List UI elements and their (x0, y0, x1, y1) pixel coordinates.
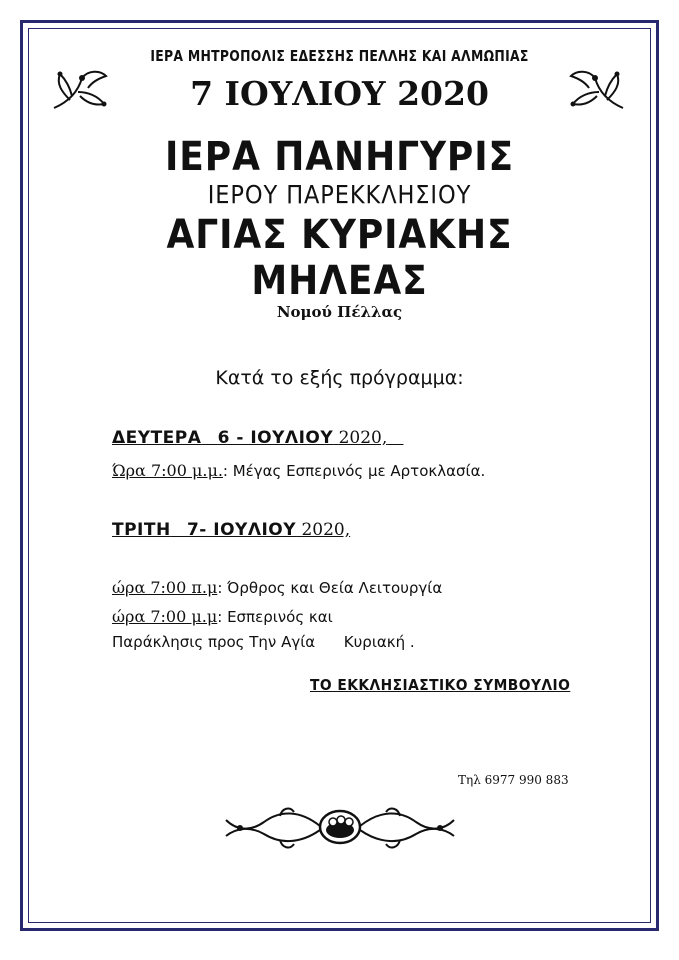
prefecture-label: Νομού Πέλλας (276, 303, 403, 321)
title-line-4: ΜΗΛΕΑΣ (251, 258, 428, 304)
title-line-1: ΙΕΡΑ ΠΑΝΗΓΥΡΙΣ (164, 134, 515, 180)
event-text: : Εσπερινός και (217, 608, 333, 626)
day-date: 6 - ΙΟΥΛΙΟΥ (217, 428, 334, 448)
event-text: : Όρθρος και Θεία Λειτουργία (217, 579, 443, 597)
day-name: ΔΕΥΤΕΡΑ (112, 428, 202, 448)
day-year: 2020, (301, 520, 351, 540)
event-line (112, 578, 442, 597)
program-intro: Κατά το εξής πρόγραμμα: (215, 367, 464, 389)
day-heading-tuesday (112, 520, 350, 540)
event-line (112, 607, 333, 626)
phone-number: Τηλ 6977 990 883 (458, 773, 569, 787)
event-date-heading: 7 ΙΟΥΛΙΟΥ 2020 (190, 74, 489, 113)
day-name: ΤΡΙΤΗ (112, 520, 171, 540)
church-council-signature: ΤΟ ΕΚΚΛΗΣΙΑΣΤΙΚΟ ΣΥΜΒΟΥΛΙΟ (310, 676, 571, 694)
day-date: 7- ΙΟΥΛΙΟΥ (186, 520, 297, 540)
title-line-2: ΙΕΡΟΥ ΠΑΡΕΚΚΛΗΣΙΟΥ (207, 180, 472, 209)
event-continuation: Παράκλησις προς Την Αγία Κυριακή . (112, 633, 415, 651)
event-time: ώρα 7:00 π.μ (112, 578, 218, 597)
event-time: ώρα 7:00 μ.μ (112, 607, 218, 626)
event-text: : Μέγας Εσπερινός με Αρτοκλασία. (222, 462, 486, 480)
event-time: Ώρα 7:00 μ.μ. (112, 461, 223, 480)
day-heading-monday (112, 428, 403, 448)
bread-basket-ornament-icon (220, 800, 460, 852)
event-line (112, 461, 485, 480)
day-year: 2020, (338, 428, 388, 448)
title-line-3: ΑΓΙΑΣ ΚΥΡΙΑΚΗΣ (166, 212, 513, 258)
metropolis-heading: ΙΕΡΑ ΜΗΤΡΟΠΟΛΙΣ ΕΔΕΣΣΗΣ ΠΕΛΛΗΣ ΚΑΙ ΑΛΜΩΠΙΑΣ (150, 47, 529, 65)
